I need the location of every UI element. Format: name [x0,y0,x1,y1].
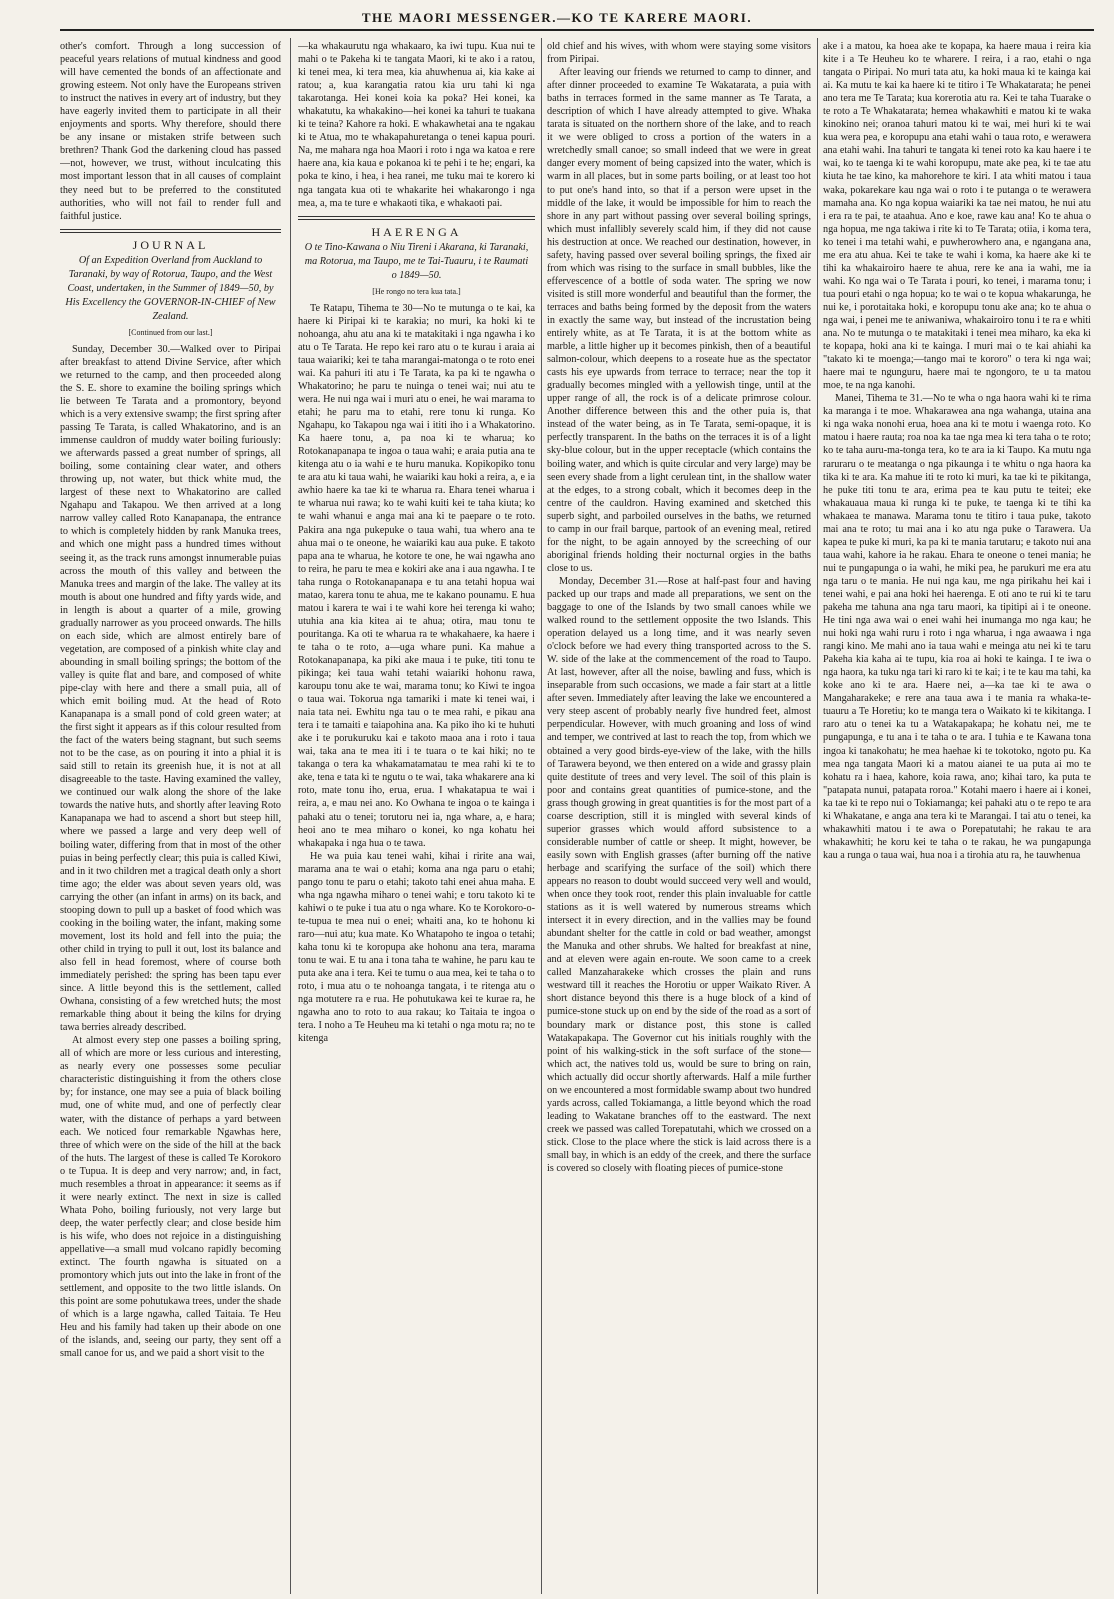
paragraph: —ka whakaurutu nga whakaaro, ka iwi tupu. Kua nui te mahi o te Pakeha ki te tangata Maori, ki te ako i a ratou, ki tenei mea, ki tera mea, kia ahuwhenua ai, kia kake ai ratou; a, kua karangatia ratou kia uru tahi ki nga takarotanga. Hei konei koia ka poka? Hei konei, ka whakatutu, ka whakakino—hei konei ka tahuri te tuakana ki te teina? Kahore ra hoki. E whakawhetai ana te ngakau ki te Atua, mo te whakapahuretanga o tenei kapua pouri. Na, me mahara nga hoa Maori i roto i nga wa katoa e rere haere ana, kia kaua e pokanoa ki te pehi i te he; engari, ka poka te kino, i hea, i hea ranei, me tuku mai te korero ki nga tangata kua oti te whakarite hei whakarongo i nga mea, a, ma te ture e whakaoti tika, e whakaoti pai. [298,41,535,209]
haerenga-heading: HAERENGA [371,224,462,239]
paragraph: Monday, December 31.—Rose at half-past four and having packed up our traps and made all preparations, we sent on the baggage to one of the Islands by two small canoes while we walked round to the settlement opposite the two Islands. This operation delayed us a long time, and it was nearly seven o'clock before we had every thing transported across to the S. W. side of the lake at the commencement of the road to Taupo. At last, however, after all the noise, bawling and fuss, which is inseparable from such occasions, we made a fair start at a little after seven. Immediately after leaving the lake we encountered a very steep ascent of probably nearly five hundred feet, almost perpendicular. However, with much groaning and loss of wind and temper, we contrived at last to reach the top, from which we obtained a very good birds-eye-view of the lake, with the hills of Tarawera beyond, we then entered on a wide and grassy plain quite destitute of trees and very level. The soil of this plain is poor and contains great quantities of pumice-stone, and the grass though growing in great quantities is for the most part of a coarse description, still it is mingled with several kinds of superior grasses which would afford subsistence to a considerable number of cattle or sheep. It might, however, be easily sown with English grasses (after burning off the native herbage and scarifying the surface of the soil) which there appears no reason to doubt would succeed very well and would, when once they took root, render this plain invaluable for cattle stations as it is well watered by numerous streams which intersect it in every direction, and in the vallies may be found abundant shelter for the cattle in cold or bad weather, amongst the Manuka and other shrubs. We halted for breakfast at nine, and at eleven were again en-route. We soon came to a creek called Manzaharakeke which crosses the plain and runs westward till it reaches the Horotiu or upper Waikato River. A short distance beyond this there is a huge block of a kind of pumice-stone stuck up on end by the side of the road as a sort of boundary mark or distance post, this stone is called Watakapakapa. The Governor cut his initials roughly with the point of his walking-stick in the soft surface of the stone—which act, the natives told us, would be sure to bring on rain, which actually did occur shortly afterwards. Half a mile further on we encountered a most formidable swamp about two hundred yards across, called Tokiamanga, a little beyond which the road leading to Wakatane branches off to the eastward. The next creek we passed was called Torepatutahi, which we crossed on a stick. Close to the place where the stick is laid across there is a small bay, in which is an eddy of the creek, and there the surface is covered so closely with floating pieces of pumice-stone [547,575,811,1175]
section-rule [60,229,281,233]
column-4 [823,40,1091,1592]
paragraph: He wa puia kau tenei wahi, kihai i ririte ana wai, marama ana te wai o etahi; koma ana nga paru o etahi; pango tonu te paru o etahi; takoto tahi enei ahua maha. E wha nga ngawha miharo o tenei wahi; e toru takoto ki te kahiwi o te puke i tua atu o nga whare. Ko te Korokoro-o-te-tupua te mea nui o enei; whaiti ana, ko te hohonu ki raro—nui atu; kua mate. Ko Whatapoho te ingoa o tetahi; kaha tonu ki te koropupa ake hohonu ana tera, marama tonu te wai. E tu ana i tona taha te wahine, he paru kau te puta ake ana i tera. Kei te tumu o aua mea, kei te taha o to roto, i mua atu o te nohoanga tangata, i te ritenga atu o nga motutere ra e rua. He pohutukawa kei te kurae ra, he ngawha ano to roto to aua rakau; ko Taitaia te ingoa o tera. I noho a Te Heuheu ma ki tetahi o nga motu ra; no te kitenga [298,850,535,1045]
column-2 [298,40,535,1592]
masthead-title: THE MAORI MESSENGER.—KO TE KARERE MAORI. [361,10,753,25]
column-divider [817,38,818,1594]
paragraph: old chief and his wives, with whom were staying some visitors from Piripai. [547,41,811,66]
paragraph: Sunday, December 30.—Walked over to Piripai after breakfast to attend Divine Service, after which we returned to the camp, and then proceeded along the S. E. shore to examine the boiling springs which lie between Te Tarata and a promontory, beyond which is a very extensive swamp; the first spring after passing Te Tarata, is called Whakatorino, and is an immense cauldron of muddy water boiling furiously: we afterwards passed a great number of springs, all boiling, some containing clear water, and others throwing up, not water, but thick white mud, the largest of these next to Whakatorino are called Ngahapu and Takapou. We then arrived at a long narrow valley called Roto Kanapanapa, the entrance to which is completely hidden by rank Manuka trees, and which one might pass a hundred times without seeing it, as the track runs amongst innumerable puias across the mouth of this valley and between the Manuka trees and margin of the lake. The valley at its mouth is about one hundred and fifty yards wide, and in length is about a quarter of a mile, growing gradually narrower as you proceed onwards. The hills on each side, which are almost entirely bare of vegetation, are composed of a pinkish white clay and abounding in small boiling springs; the bottom of the valley is quite flat and bare, and composed of white pipe-clay with here and there a small puia, all of which emit boiling mud. At the head of Roto Kanapanapa is a small pond of cold green water; at the first sight it appears as if this colour resulted from the fact of the waters being stagnant, but such seems not to be the case, as on pouring it into a phial it is said still to retain its greenish hue, it is not at all disagreeable to the taste. Having examined the valley, we continued our walk along the shore of the lake towards the native huts, and shortly after leaving Roto Kanapanapa we had to ascend a short but steep hill, where we passed a large and very deep well of boiling water, differing from that in most of the other puias in being perfectly clear; this puia is called Kiwi, and in it two children met a tragical death only a short time ago; the elder was about seven years old, was carrying the other (an infant in arms) on its back, and stooping down to pull up a basket of food which was cooking in the boiling water, the infant, making some movement, lost its hold and fell into the puia; the other child in trying to pull it out, lost its balance and also fell in head foremost, where of course both immediately perished: the spring has been tapu ever since. A little beyond this is the settlement, called Owhana, consisting of a few wretched huts; the most remarkable thing about it being the kilns for drying tawa berries already described. [60,343,281,1034]
masthead [0,0,1114,30]
continued-note: [Continued from our last.] [128,327,213,337]
paragraph: ake i a matou, ka hoea ake te kopapa, ka haere maua i reira kia kite i a Te Heuheu ko te wharere. I reira, i a rao, etahi o nga tangata o Piripai. No muri tata atu, ka hoki maua ki te kainga kai ai. Ka mutu te kai ka haere ki te titiro i Te Whakatarata; he penei ano tera me Te Tarata; kua korerotia atu ra. Kei te taha Tuarake o te roto a Te Whakatarata; hemea whakawhiti e matou ki te waka kinokino nei; oranoa tahuri matou ki te wai, mei huri ki te wai kua wera pea, e koropupu ana etahi wahi o taua roto, e werawera ana etahi wahi. Ina tahuri te tangata ki tenei roto ka kau haere i te wai, ko te taenga ki te wahi koropupu, mate ake pea, ki te tae atu kiuta he tae kino, ka mahorehore te kiri. I ata whiti matou i taua waka, pokarekare kau nga wai o roto i te putanga o te werawera mamaha ana. Ko nga kopua waiariki ka tae nei matou, he nui atu i era ra te pai, te ataahua. Ano e koe, rawe kau ana! Ko te ahua o nga hopua, me nga takiwa i rite ki to Te Tarata; otiia, i koma tera, ko tenei i ma tetahi wahi, e puwherowhero ana, e ngangana ana, me era atu ahua. Kei te take te wahi i koma, ka haere ake ki te tihi ka whakairoiro haere te ahua, rere ke ana ia wahi, me ia wahi. Ko nga wai o Te Tarata i pouri, ko tenei, i marama tonu; i tua pouri etahi o nga hopua; ko te wai o te kopua whakarunga, he nui ke, i porotaitaka hoki, e koropupu tonu ake ana; ko te ahua o nga wai, i penei me te aniwaniwa, whakairoiro tonu i te ra e whiti ana. No te mutunga o te matakitaki i tenei mea miharo, ka eka ki te kopapa, hoki ana ki te kainga. I muri mai o te kai ahiahi ka "takato ki te moenga;—tango mai te kororo" o tera ki nga wai; haere mai te ngunguru, haere mai te ngongoro, te u ta matou moe, te na nga kanohi. [823,41,1091,392]
section-rule [298,216,535,220]
paragraph: Te Ratapu, Tihema te 30—No te mutunga o te kai, ka haere ki Piripai ki te karakia; no muri, ka hoki ki te nohoanga, ahu atu ana ki te matakitaki i nga ngawha i ko atu o Te Tarata. He repo kei raro atu o te kurau i araia ai taua waiariki; kei te taha marangai-matonga o te roto enei wai. Ka pahuri iti atu i Te Tarata, ka pa ki te ngawha o Whakatorino; he paru te nuinga o tenei wai; nui atu te wera. He nui nga wai i muri atu o enei, he wai marama to etahi; he paru ma to etahi, rere tonu ki runga. Ko Ngahapu, ko Takapou nga wai i ititi iho i a Whakatorino. Ka haere tonu, a, pa noa ki te wharua; ko Rotokanapanapa te ingoa o taua wahi; e araia putia ana te kitenga atu o ia wahi e te huru manuka. Kopikopiko tonu te ara atu ki taua wahi, he waiariki kau hoki a reira, a, e ia awhio haere ka tae ki te wharua ra. Ehara tenei wharua i te wharua nui rawa; ko te wahi kuiti kei te taha kiuta; ko te wahi whanui e anga mai ana ki te paepare o te roto. Pakira ana nga pukepuke o taua wahi, tua whero ana te ahua mai o te oneone, he waiariki kau aua puke. E takoto papa ana te wharua, he kotore te one, he wai ngawha ano to reira, he paru te mea e kokiri ake ana i aua ngawha. I te taha runga o Rotokanapanapa e tu ana tetahi hopua wai matao, karera tonu te ahua, me te kakano pounamu. E hua matou i karera te wai i te wahi kore hei terenga ki waho; utuhia ana kia kitea ai te ahua; otira, mau tonu te pouritanga. Ka oti te wharua ra te whakahaere, ka haere i te taha o te roto, a—uga whare puni. Ka mahue a Rotokanapanapa, ka piki ake maua i te puke, titi tonu te pikinga; kei taua wahi tetahi waiariki hohonu rawa, karoupu tonu ake te wai, marama tonu; ko Kiwi te ingoa o taua wai. Tokorua nga tamariki i mate ki tenei wai, i naia tata nei. Ewhitu nga tau o te mea rahi, e pikau ana tera i te tamaiti e taiapohina ana. Ka piko iho ki te huhuti ake i te porukuruku kai e takoto maoa ana i roto i taua wai, taka ana te mea iti i te tuara o te kai hiki; no te takanga o tera ka whakamatamatau te mea rahi ki te to ake, tena e tata ki te ngutu o te wai, taka whakarere ana ki roto, mate tonu iho, erua, erua. I whakatapua te wai i reira, a, e mau nei ano. Ko Owhana te ingoa o te kainga i pahaki atu o tenei; torutoru nei ia, nga whare, a, e hara; heoi ano te mea miharo o konei, ko nga kohatu hei whakapaka i nga hua o te tawa. [298,302,535,849]
column-divider [290,38,291,1594]
paragraph: other's comfort. Through a long succession of peaceful years relations of mutual kindness and good will have cemented the bonds of an affectionate and growing esteem. Not only have the Europeans striven to instruct the natives in every art of industry, but they have eagerly invited them to participate in all their enjoyments and sports. Why therefore, should there be any insane or mistaken strife between such brethren? Thank God the darkening cloud has passed—not, however, we trust, without inculcating this most important lesson that in all causes of complaint they need but to be preferred to the constituted authorities, who will not fail to render full and faithful justice. [60,41,281,222]
paragraph: At almost every step one passes a boiling spring, all of which are more or less curious and interesting, as nearly every one possesses some peculiar characteristic distinguishing it from the others close by; for instance, one may see a puia of black boiling mud, one of white mud, and one of perfectly clear water, with the distance of perhaps a yard between each. We noticed four remarkable Ngawhas here, three of which were on the side of the hill at the back of the huts. The largest of these is called Te Korokoro o te Tupua. It is deep and very narrow; and, in fact, much resembles a throat in appearance: it seems as if it were nearly extinct. The next in size is called Whata Poho, boiling furiously, not very large but deep, the water perfectly clear; and close beside him is his wife, who does not rejoice in a distinguishing appellative—a small mud volcano rapidly becoming extinct. The fourth ngawha is situated on a promontory which juts out into the lake in front of the settlement, and opposite to the two little islands. On this point are some pohutukawa trees, under the shade of which is a large ngawha, called Taitaia. Te Heu Heu and his family had taken up their abode on one of the islands, and, seeing our party, they sent off a small canoe for us, and we paid a short visit to the [60,1035,281,1360]
column-3 [547,40,811,1592]
column-1 [60,40,281,1592]
paragraph: Manei, Tihema te 31.—No te wha o nga haora wahi ki te rima ka maranga i te moe. Whakarawea ana nga wahanga, utaina ana ki nga waka nonohi erua, hoea ana ki te motu i waenga roto. Ko matou i haere rauta; roa noa ka tae nga mea ki tera taha o te roto; ko te taha auru-ma-tonga tera, ko te ara ia ki Taupo. Ka mutu nga raruraru o te meatanga o nga pikaunga i te whitu o nga haora ka tika ki te ara. Ka mahue iti te roto ki muri, ka tae ki te pikitanga, he puke titi tonu te ara, erima pea te kau putu te teitei; eke whakauaua maua ki runga ki te puke, te taenga ki te tihi ka whakaea te manawa. Marama tonu te titiro i taua puke, takoto mai ana te roto; tu mai ana i ko atu nga puke o Tarawera. Ua kapea te puke ki muri, ka pa ki te mania tarutaru; e takoto nui ana taua wahi, kahore ia he rakau. Ehara te oneone o tenei mania; he nui te pungapunga o ia wahi, he miki pea, he parukuri me era atu nga taru o te mania. He nui nga kau, me nga pirikahu hei kai i tenei wahi, e pai ana hoki hei haerenga. E oti ano te rui ki te taru pakeha me tahuna ana nga taru maori, ka tipitipi ai i te oneone. He tini nga awa wai o enei wahi hei inumanga mo nga kau; he nui hoki nga wahi ruru i roto i nga wharua, i nga awaawa i nga rangi kino. Me mahi ano ia taua wahi e meinga atu nei ki te taru Pakeha kia kaha ai te tupu, kia roa ai hoki te kainga. I te iwa o nga haora, ka tuku nga tari ki raro ki te kai; i te te kau ma tahi, ka koke ano ki te ara. Haere nei, a—ka tae ki te awa o Mangaharakeke; e rere ana taua awa i te mania ra whaka-te-tuauru a Te Horetiu; ko te manga tera o Waikato ki te kikitanga. I raro atu o tenei ka tu a Watakapakapa; he kohatu nei, me te pungapunga, e tu ana i te taha o te ara. I tuhia e te Kawana tona ingoa ki tanakohatu; he mea haehae ki te tokotoko, ngoto pu. Ka mea nga tangata Maori ki a matou aianei te ua puta ai mo te kohatu ra i haea, kahore, koia rawa, ano; kihai taro, ka puta te "patapata nunui, patapata roroa." Kotahi maero i haere ai i konei, ka tae ki te repo nui o Tokiamanga; kei pahaki atu o te repo te ara ki Whakatane, e anga ana tera ki te Marangai. I tai atu o tenei, ka whakawhiti matou i te awa o Porepatutahi; he rakau te ara whakawhiti; he koru kei te taha o te rakau, he wa pungapunga kau a runga o taua wai, hua noa i a tirohia atu ra, he tauwhenua [823,393,1091,861]
masthead-rule [60,29,1094,31]
column-divider [541,38,542,1594]
continued-note: [He rongo no tera kua tata.] [372,286,461,296]
journal-heading: JOURNAL [132,237,209,252]
journal-subtitle: Of an Expedition Overland from Auckland to Taranaki, by way of Rotorua, Taupo, and the West Coast, undertaken, in the Summer of 1849—50, by His Excellency the GOVERNOR-IN-CHIEF of New Zealand. [65,254,276,322]
haerenga-subtitle: O te Tino-Kawana o Niu Tireni i Akarana, ki Taranaki, ma Rotorua, ma Taupo, me te Tai-Tuauru, i te Raumati o 1849—50. [304,241,529,281]
paragraph: After leaving our friends we returned to camp to dinner, and after dinner proceeded to examine Te Wakatarata, a puia with baths in terraces formed in the same manner as Te Tarata, a description of which I have already attempted to give. Whaka tarata is situated on the northern shore of the lake, and to reach it we were obliged to cross a portion of the waters in a wretchedly small canoe; so small indeed that we were in great danger every moment of being capsized into the water, which is warm in all places, but in some parts boiling, or at least too hot to put one's hand into, so that if a person were upset in the middle of the lake, it would be impossible for him to reach the shore in any part without passing over several boiling springs, which must infallibly severely scald him, if they did not cause his destruction at once. We reached our destination, however, in safety, having passed over several boiling springs, the fixed air from which was rising to the surface in small bubbles, like the effervescence of a bottle of soda water. The spring we now visited is still more wonderful and beautiful than the former, the terraces and baths being formed by the deposit from the waters in exactly the same way, but instead of the incrustation being entirely white, as at Te Tarata, it is at the bottom white as marble, a little higher up it becomes pinkish, then of a beautiful salmon-colour, which deepens to a roseate hue as the spectator casts his eye upwards from terrace to terrace; near the top it gradually becomes mingled with a yellowish tinge, until at the upper range of all, the rock is of a delicate primrose colour. Another difference between this and the other puia is, that instead of the water being, as in Te Tarata, semi-opaque, it is perfectly transparent. In the baths on the terraces it is of a light sky-blue colour, but in the upper receptacle (which contains the boiling water, and which is quite circular and very large) may be seen every shade from a light cerulean tint, in the shallow water at the edges, to a strong cobalt, which it becomes deep in the centre of the cauldron. Having examined and sketched this superb sight, and parboiled ourselves in the baths, we returned to camp in our frail barque, partook of an evening meal, retired for the night, to be again annoyed by the screeching of our aboriginal friends holding their nocturnal orgies in the baths close to us. [547,67,811,574]
